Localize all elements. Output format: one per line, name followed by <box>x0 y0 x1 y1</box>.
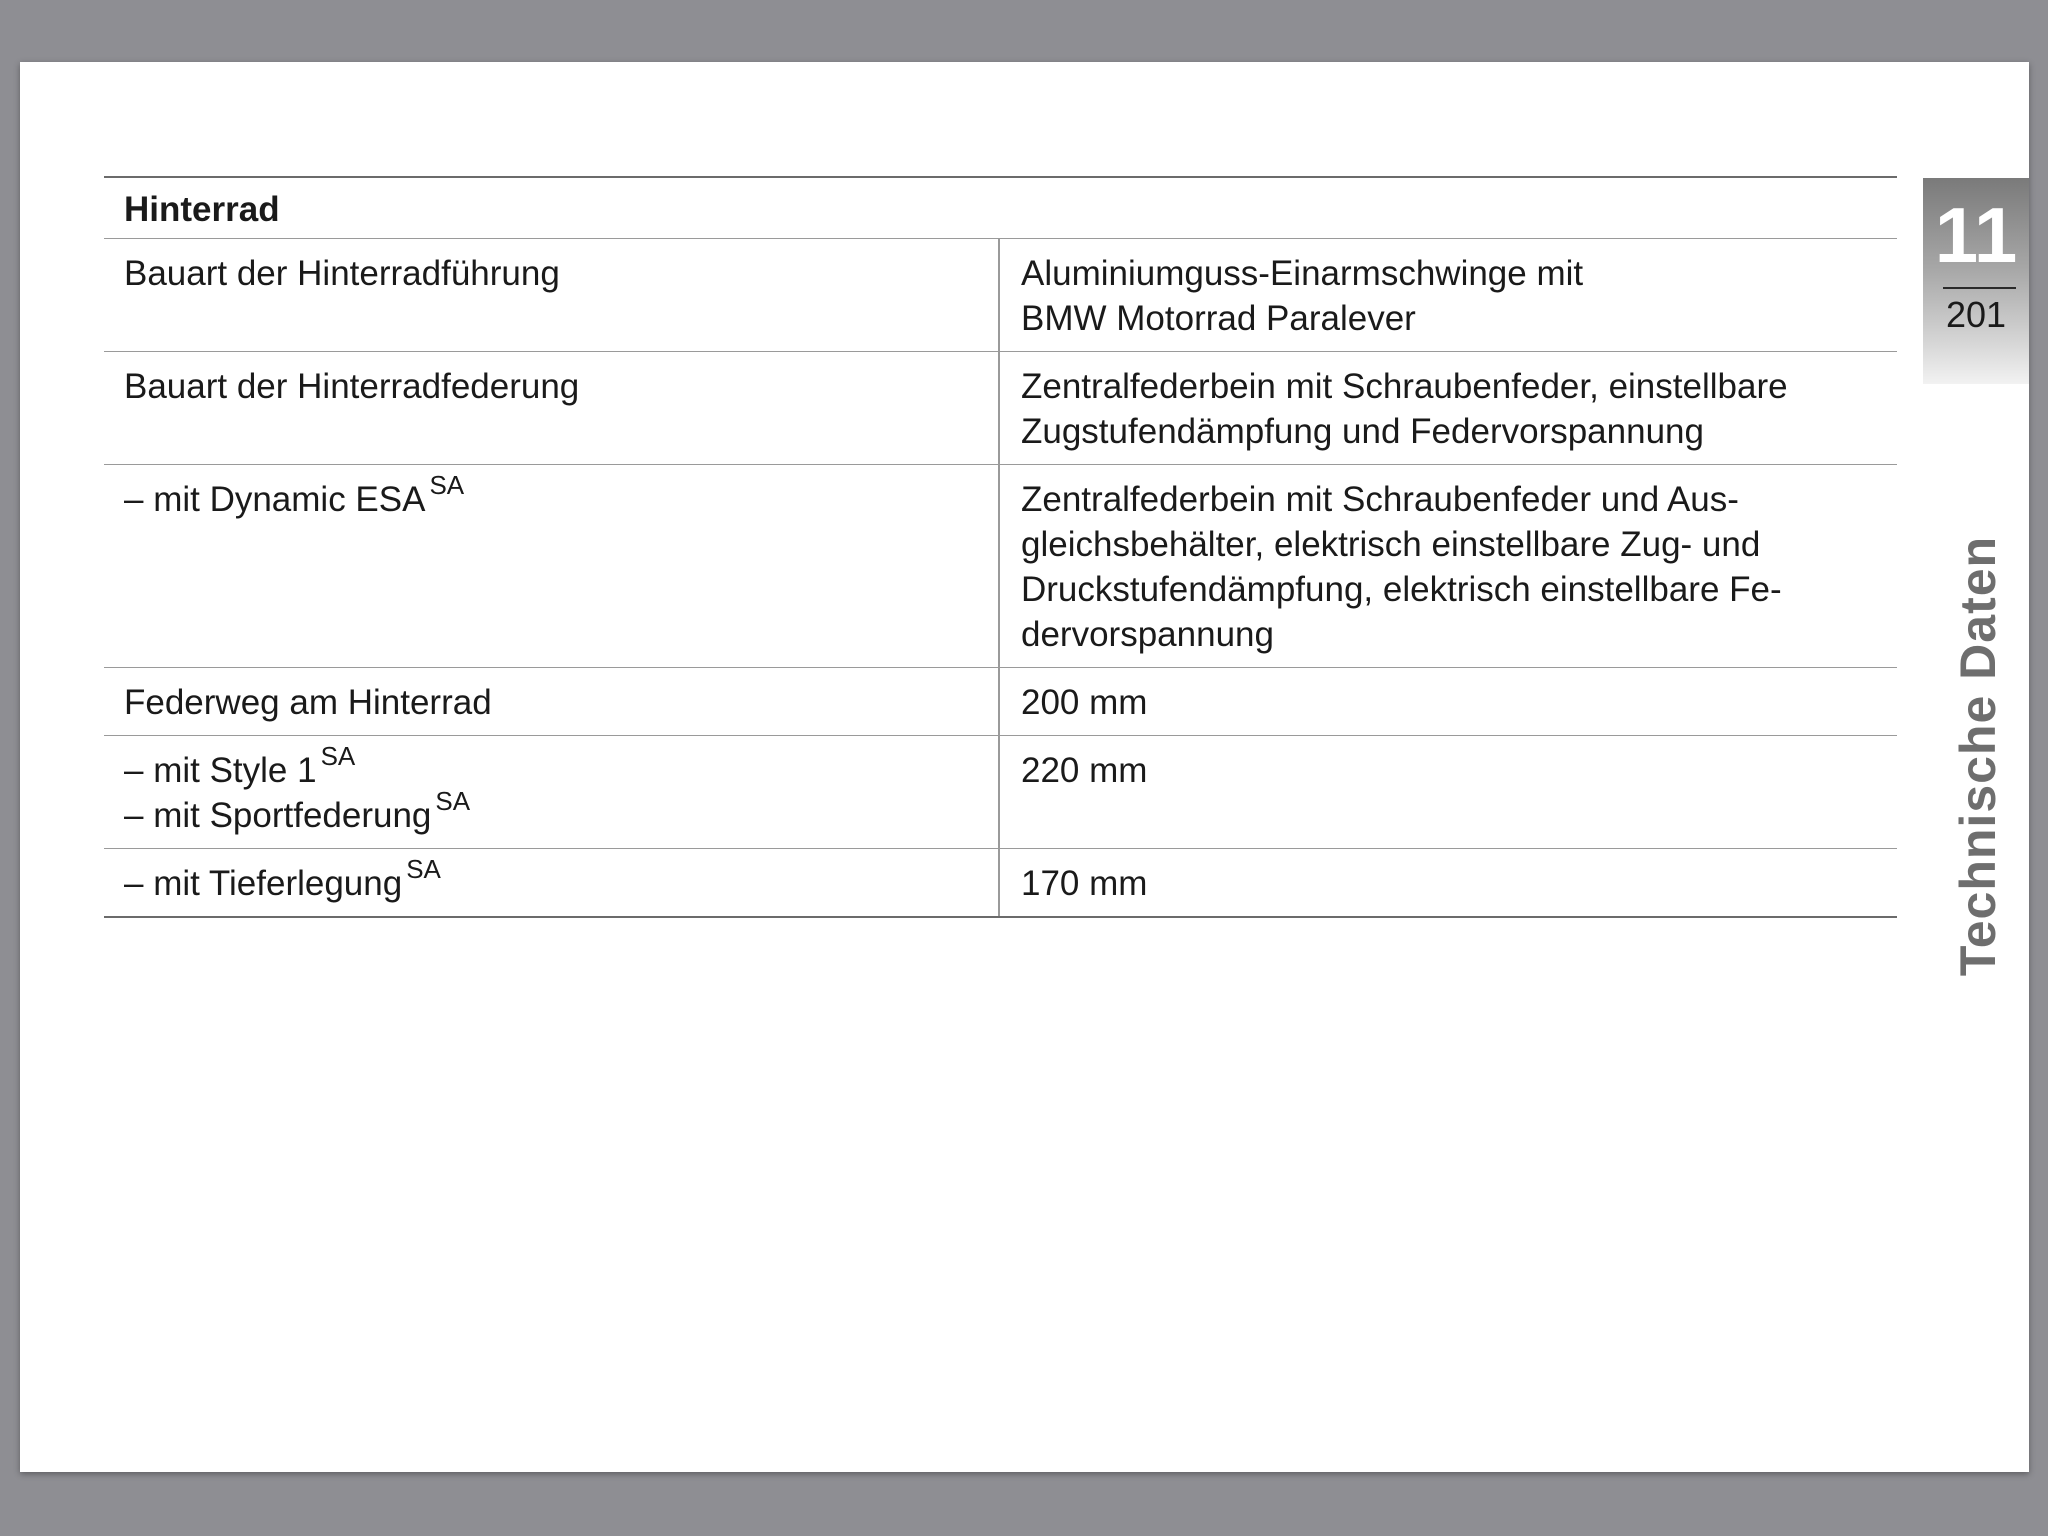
page-number: 201 <box>1945 294 2007 335</box>
chapter-title-vertical <box>1928 506 2028 1006</box>
row-value <box>1000 352 1897 464</box>
row-label <box>104 465 1000 667</box>
chapter-divider <box>1943 287 2016 289</box>
value-line: Zentralfederbein mit Schraubenfeder, einstellbare <box>1021 367 1788 406</box>
table-row <box>104 849 1897 916</box>
row-label <box>104 352 1000 464</box>
row-value <box>1000 736 1897 848</box>
row-value <box>1000 849 1897 916</box>
document-page <box>20 62 2029 1472</box>
value-line: Druckstufendämpfung, elektrisch einstellbare Fe- <box>1021 570 1782 609</box>
row-value <box>1000 239 1897 351</box>
table-row <box>104 736 1897 849</box>
row-label <box>104 849 1000 916</box>
spec-table <box>104 176 1897 918</box>
value-line: dervorspannung <box>1021 615 1274 654</box>
label-text: Federweg am Hinterrad <box>124 683 492 722</box>
label-text: – mit Sportfederung <box>124 796 432 835</box>
value-line: BMW Motorrad Paralever <box>1021 299 1416 338</box>
option-superscript: SA <box>406 854 441 885</box>
option-superscript: SA <box>435 786 471 817</box>
label-text: – mit Tieferlegung <box>124 864 403 903</box>
table-row <box>104 465 1897 668</box>
table-row <box>104 668 1897 736</box>
value-line: Aluminiumguss-Einarmschwinge mit <box>1021 254 1584 293</box>
section-title: Hinterrad <box>104 178 1897 239</box>
row-value <box>1000 668 1897 735</box>
value-line: 220 mm <box>1021 751 1148 790</box>
label-line <box>124 786 998 838</box>
label-line <box>124 364 998 409</box>
label-line <box>124 680 998 725</box>
label-line <box>124 470 998 522</box>
option-superscript: SA <box>320 741 356 772</box>
label-text: – mit Style 1 <box>124 751 317 790</box>
chapter-title: Technische Daten <box>1950 535 2006 977</box>
label-line <box>124 854 998 906</box>
value-line: gleichsbehälter, elektrisch einstellbare Zug- und <box>1021 525 1761 564</box>
row-label <box>104 668 1000 735</box>
table-row <box>104 239 1897 352</box>
value-line: 170 mm <box>1021 864 1148 903</box>
row-label <box>104 239 1000 351</box>
label-text: – mit Dynamic ESA <box>124 480 426 519</box>
chapter-number: 11 <box>1934 191 2018 279</box>
row-value <box>1000 465 1897 667</box>
label-line <box>124 251 998 296</box>
label-text: Bauart der Hinterradfederung <box>124 367 580 406</box>
value-line: 200 mm <box>1021 683 1148 722</box>
label-text: Bauart der Hinterradführung <box>124 254 560 293</box>
option-superscript: SA <box>429 470 465 501</box>
table-row <box>104 352 1897 465</box>
value-line: Zugstufendämpfung und Federvorspannung <box>1021 412 1704 451</box>
label-line <box>124 741 998 793</box>
value-line: Zentralfederbein mit Schraubenfeder und Aus- <box>1021 480 1739 519</box>
row-label <box>104 736 1000 848</box>
chapter-tab <box>1923 178 2029 384</box>
